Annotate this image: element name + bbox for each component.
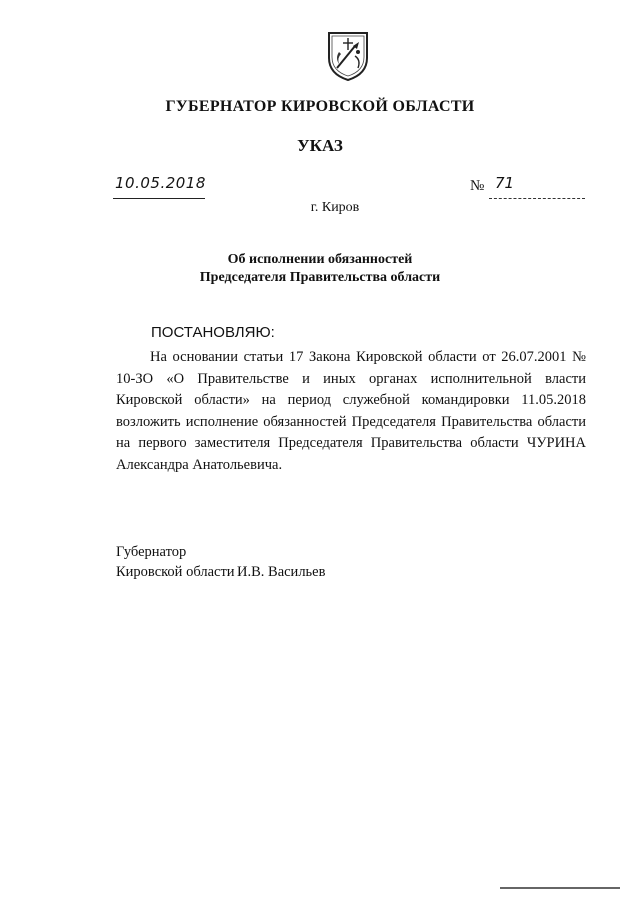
signature-region: Кировской области	[116, 564, 235, 580]
subject-line-2: Председателя Правительства области	[199, 270, 441, 285]
city-line: г. Киров	[310, 200, 360, 215]
number-field	[489, 176, 585, 199]
signature-name: И.В. Васильев	[237, 564, 326, 580]
date-field	[113, 176, 205, 199]
footer-scan-mark	[500, 884, 620, 892]
number-sign: №	[470, 178, 485, 194]
document-type: УКАЗ	[297, 136, 343, 155]
subject-line-1: Об исполнении обязанностей	[227, 252, 413, 267]
signature-role: Губернатор	[116, 544, 187, 560]
document-subject	[0, 251, 640, 287]
governor-title: ГУБЕРНАТОР КИРОВСКОЙ ОБЛАСТИ	[165, 98, 475, 115]
handwritten-number: 71	[495, 174, 515, 192]
body-paragraph: На основании статьи 17 Закона Кировской области от 26.07.2001 № 10-ЗО «О Правительстве и иных органах исполнительной власти Кировской области» на период служебной командировки 11.05.2018 возложить исполнение обязанностей Председателя Правительства области на первого заместителя Председателя Правительства области ЧУРИНА Александра Анатольевича.	[116, 349, 586, 473]
decree-word: ПОСТАНОВЛЯЮ:	[151, 324, 275, 341]
coat-of-arms-icon	[325, 30, 371, 82]
handwritten-date: 10.05.2018	[115, 174, 206, 192]
